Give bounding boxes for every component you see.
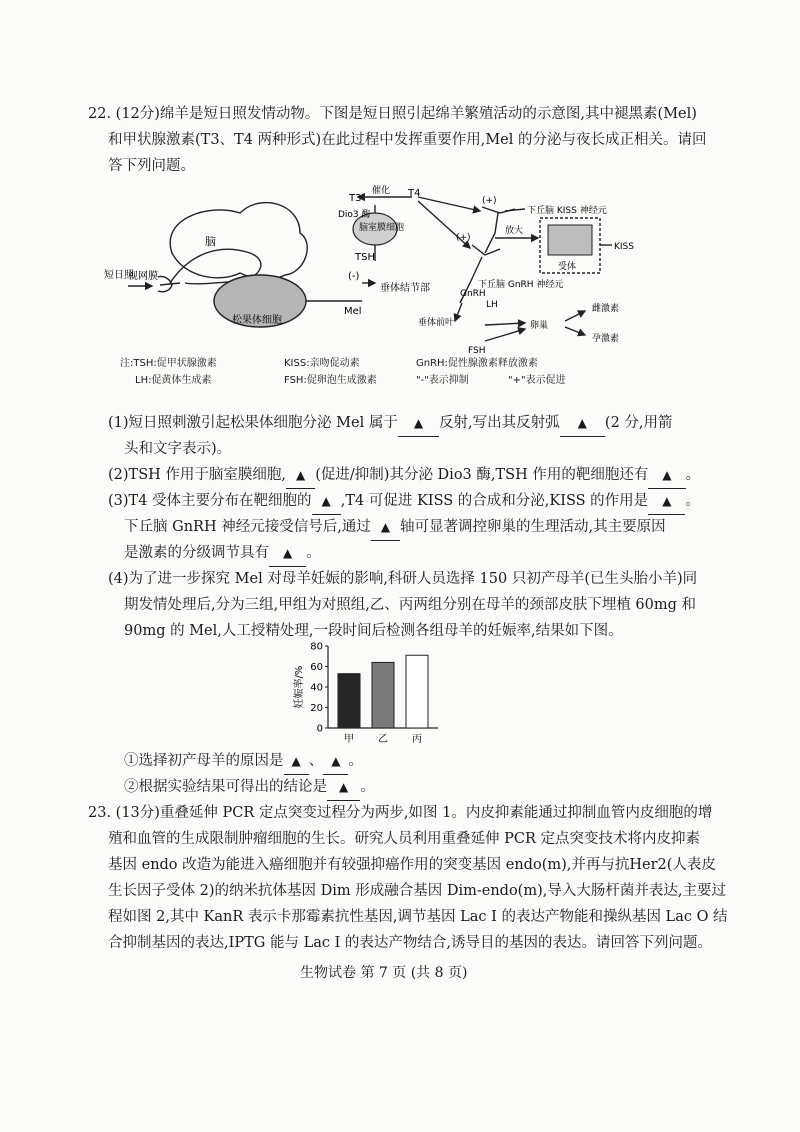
anterior-label: 垂体前叶 <box>418 318 455 328</box>
q23-line1: 23. (13分)重叠延伸 PCR 定点突变过程分为两步,如图 1。内皮抑素能通过抑制血管内皮细胞的增 <box>88 805 713 821</box>
tsh-label: TSH <box>355 252 375 263</box>
bar-3 <box>406 655 428 728</box>
kiss-label: KISS <box>614 242 634 252</box>
sub1-line1: (1)短日照刺激引起松果体细胞分泌 Mel 属于 ▲ 反射,写出其反射弧 ▲ (2 分,用箭 <box>108 410 673 437</box>
sub3-line2: 下丘脑 GnRH 神经元接受信号后,通过 ▲ 轴可显著调控卵巢的生理活动,其主要原因 <box>124 514 666 541</box>
blank[interactable]: ▲ <box>284 748 309 775</box>
fsh-label: FSH <box>468 346 486 356</box>
sub4-line1: (4)为了进一步探究 Mel 对母羊妊娠的影响,科研人员选择 150 只初产母羊(已生头胎小羊)同 <box>108 571 698 587</box>
x-tick-label: 乙 <box>378 734 388 745</box>
note-kiss: KISS:亲吻促动素 <box>284 358 360 369</box>
catalyze-label: 催化 <box>372 186 391 196</box>
x-tick-label: 甲 <box>344 734 354 745</box>
q23-line5: 程如图 2,其中 KanR 表示卡那霉素抗性基因,调节基因 Lac I 的表达产物能和操纵基因 Lac O 结 <box>108 909 728 925</box>
note-minus: "-"表示抑制 <box>416 375 469 386</box>
pars-label: 垂体结节部 <box>380 283 430 294</box>
sub4-q2: ②根据实验结果可得出的结论是 ▲ 。 <box>124 774 375 801</box>
blank[interactable]: ▲ <box>398 410 439 437</box>
y-tick-label: 60 <box>310 662 323 673</box>
blank[interactable]: ▲ <box>371 514 400 541</box>
q23-line3: 基因 endo 改造为能进入癌细胞并有较强抑癌作用的突变基因 endo(m),并再与抗Her2(人表皮 <box>108 857 716 873</box>
y-tick-label: 40 <box>310 682 323 694</box>
blank[interactable]: ▲ <box>269 540 306 567</box>
blank[interactable]: ▲ <box>312 488 341 515</box>
sub4-q1: ①选择初产母羊的原因是 ▲ 、 ▲ 。 <box>124 748 363 775</box>
y-tick-label: 80 <box>310 641 323 653</box>
gnrh-neuron-label: 下丘脑 GnRH 神经元 <box>478 280 564 290</box>
blank[interactable]: ▲ <box>648 488 685 515</box>
q23-line4: 生长因子受体 2)的纳米抗体基因 Dim 形成融合基因 Dim-endo(m),导入大肠杆菌并表达,主要过 <box>108 883 726 899</box>
pineal-label: 松果体细胞 <box>232 315 282 326</box>
amplify-label: 放大 <box>505 226 524 236</box>
q22-line1: 22. (12分)绵羊是短日照发情动物。下图是短日照引起绵羊繁殖活动的示意图,其中褪黑素(Mel) <box>88 106 697 122</box>
note-fsh: FSH:促卵泡生成激素 <box>284 375 377 386</box>
dio3-label: Dio3 酶 <box>338 210 371 220</box>
t4-label: T4 <box>408 188 421 199</box>
brain-outline <box>170 203 307 280</box>
plus2-label: (+) <box>456 233 471 243</box>
note-plus: "+"表示促进 <box>508 375 566 386</box>
blank[interactable]: ▲ <box>648 462 685 489</box>
blank[interactable]: ▲ <box>286 462 315 489</box>
brain-label: 脑 <box>205 235 216 248</box>
plus1-label: (+) <box>482 196 497 206</box>
sub1-line2: 头和文字表示)。 <box>124 441 232 457</box>
receptor-label: 受体 <box>558 262 577 272</box>
sub2-line: (2)TSH 作用于脑室膜细胞, ▲ (促进/抑制)其分泌 Dio3 酶,TSH 作用的靶细胞还有 ▲ 。 <box>108 462 700 489</box>
kiss-neuron-label: 下丘脑 KISS 神经元 <box>527 206 607 216</box>
q23-line2: 殖和血管的生成限制肿瘤细胞的生长。研究人员利用重叠延伸 PCR 定点突变技术将内皮抑素 <box>108 831 700 847</box>
blank[interactable]: ▲ <box>327 774 360 801</box>
q22-line3: 答下列问题。 <box>108 158 195 174</box>
note-lh: LH:促黄体生成素 <box>135 375 212 386</box>
y-axis-label: 妊娠率/% <box>294 665 305 709</box>
bar-2 <box>372 662 394 728</box>
ovary-label: 卵巢 <box>530 321 549 331</box>
x-tick-label: 丙 <box>412 734 422 745</box>
bar-1 <box>338 674 360 728</box>
y-tick-label: 0 <box>316 723 323 735</box>
sub3-line3: 是激素的分级调节具有 ▲ 。 <box>124 540 321 567</box>
note-gnrh: GnRH:促性腺激素释放激素 <box>416 358 538 369</box>
progesterone-label: 孕激素 <box>592 334 620 344</box>
sub4-line3: 90mg 的 Mel,人工授精处理,一段时间后检测各组母羊的妊娠率,结果如下图。 <box>124 623 623 639</box>
pregnancy-rate-chart <box>290 636 450 752</box>
estrogen-label: 雌激素 <box>592 304 620 314</box>
receptor-box <box>548 225 592 255</box>
mel-label: Mel <box>344 306 362 317</box>
note-tsh: 注:TSH:促甲状腺激素 <box>120 358 217 369</box>
lh-label: LH <box>486 300 498 310</box>
q22-line2: 和甲状腺激素(T3、T4 两种形式)在此过程中发挥重要作用,Mel 的分泌与夜长成正相关。请回 <box>108 132 707 148</box>
gnrh-label: GnRH <box>460 289 486 299</box>
sub3-line1: (3)T4 受体主要分布在靶细胞的 ▲ ,T4 可促进 KISS 的合成和分泌,KISS 的作用是 ▲ 。 <box>108 488 700 515</box>
ependymal-label: 脑室膜细胞 <box>359 223 405 233</box>
sub4-line2: 期发情处理后,分为三组,甲组为对照组,乙、丙两组分别在母羊的颈部皮肤下埋植 60mg 和 <box>124 597 697 613</box>
short-day-label: 短日照 <box>104 270 134 281</box>
optic-label: 视网膜 <box>128 271 158 282</box>
blank[interactable]: ▲ <box>323 748 348 775</box>
blank[interactable]: ▲ <box>560 410 605 437</box>
t3-label: T3 <box>349 193 362 204</box>
y-tick-label: 20 <box>310 703 323 714</box>
q23-line6: 合抑制基因的表达,IPTG 能与 Lac I 的表达产物结合,诱导目的基因的表达。请回答下列问题。 <box>108 935 713 951</box>
page-footer: 生物试卷 第 7 页 (共 8 页) <box>300 965 468 981</box>
minus-label: (-) <box>348 271 360 282</box>
